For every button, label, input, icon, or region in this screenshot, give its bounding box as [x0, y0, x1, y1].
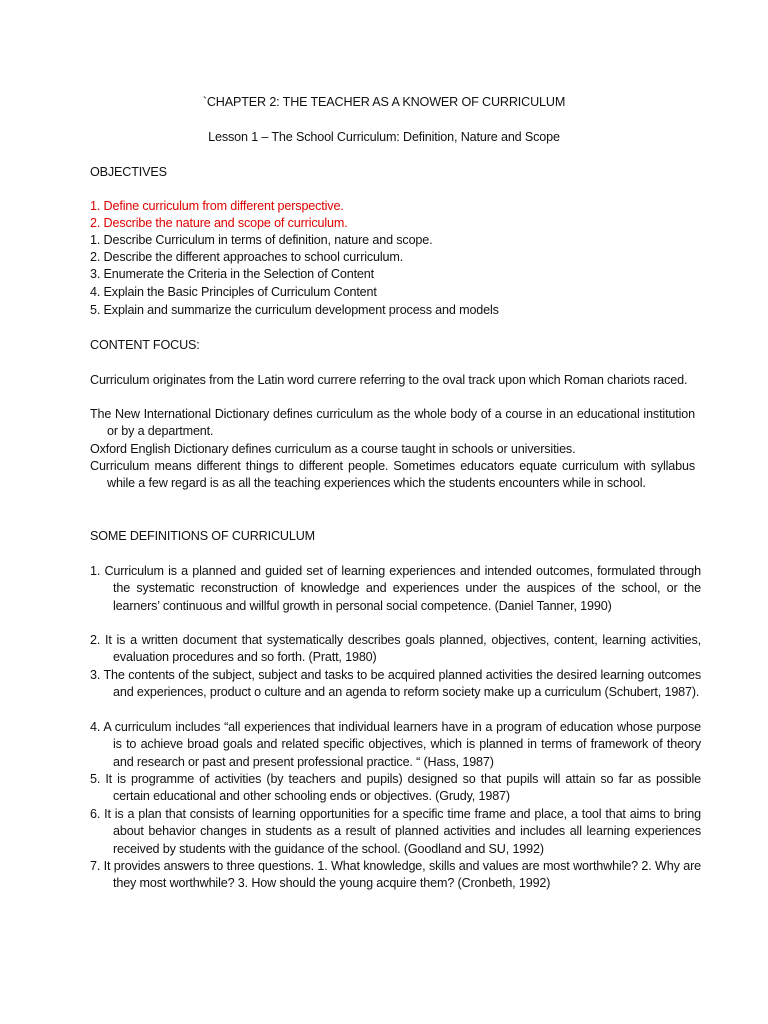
content-focus-paragraph: Curriculum originates from the Latin word currere referring to the oval track upon which Roman chariots raced. [90, 373, 688, 387]
content-focus-paragraph: Oxford English Dictionary defines curriculum as a course taught in schools or universities. [90, 442, 576, 456]
objective-item: 4. Explain the Basic Principles of Curriculum Content [90, 285, 377, 299]
objective-item: 5. Explain and summarize the curriculum development process and models [90, 303, 499, 317]
objective-red-item: 2. Describe the nature and scope of curriculum. [90, 216, 348, 230]
objective-item: 2. Describe the different approaches to school curriculum. [90, 250, 404, 264]
definition-item: 5. It is programme of activities (by teachers and pupils) designed so that pupils will attain so far as possible certain educational and other schooling ends or objectives. (Grudy, 1987) [90, 772, 701, 804]
lesson-title: Lesson 1 – The School Curriculum: Definition, Nature and Scope [208, 130, 560, 144]
definition-item: 7. It provides answers to three questions. 1. What knowledge, skills and values are most worthwhile? 2. Why are they most worthwhile? 3. How should the young acquire them? (Cronbeth, 1992) [90, 859, 701, 891]
definition-item: 4. A curriculum includes “all experiences that individual learners have in a program of education whose purpose is to achieve broad goals and related specific objectives, which is planned in terms of framework of theory and research or past and present professional practice. “ (Hass, 1987) [90, 720, 701, 769]
content-focus-paragraph: The New International Dictionary defines curriculum as the whole body of a course in an educational institution or by a department. [90, 407, 695, 439]
objectives-heading: OBJECTIVES [90, 165, 167, 179]
objective-item: 1. Describe Curriculum in terms of definition, nature and scope. [90, 233, 433, 247]
definition-item: 3. The contents of the subject, subject and tasks to be acquired planned activities the desired learning outcomes and experiences, product o culture and an agenda to reform society make up a curriculum (Schubert, 1987). [90, 668, 701, 700]
definition-item: 1. Curriculum is a planned and guided set of learning experiences and intended outcomes, formulated through the systematic reconstruction of knowledge and experiences under the auspices of the school, or the learners’ continuous and willful growth in personal social competence. (Daniel Tanner, 1990) [90, 564, 701, 613]
objective-red-item: 1. Define curriculum from different perspective. [90, 199, 344, 213]
content-focus-paragraph: Curriculum means different things to different people. Sometimes educators equate curriculum with syllabus while a few regard is as all the teaching experiences which the students encounters while in school. [90, 459, 695, 491]
definitions-heading: SOME DEFINITIONS OF CURRICULUM [90, 529, 315, 543]
definition-item: 2. It is a written document that systematically describes goals planned, objectives, content, learning activities, evaluation procedures and so forth. (Pratt, 1980) [90, 633, 701, 665]
objective-item: 3. Enumerate the Criteria in the Selection of Content [90, 267, 374, 281]
definition-item: 6. It is a plan that consists of learning opportunities for a specific time frame and place, a tool that aims to bring about behavior changes in students as a result of planned activities and includes all learning experiences received by students with the guidance of the school. (Goodland and SU, 1992) [90, 807, 701, 856]
chapter-title: `CHAPTER 2: THE TEACHER AS A KNOWER OF CURRICULUM [202, 95, 566, 109]
content-focus-heading: CONTENT FOCUS: [90, 338, 200, 352]
